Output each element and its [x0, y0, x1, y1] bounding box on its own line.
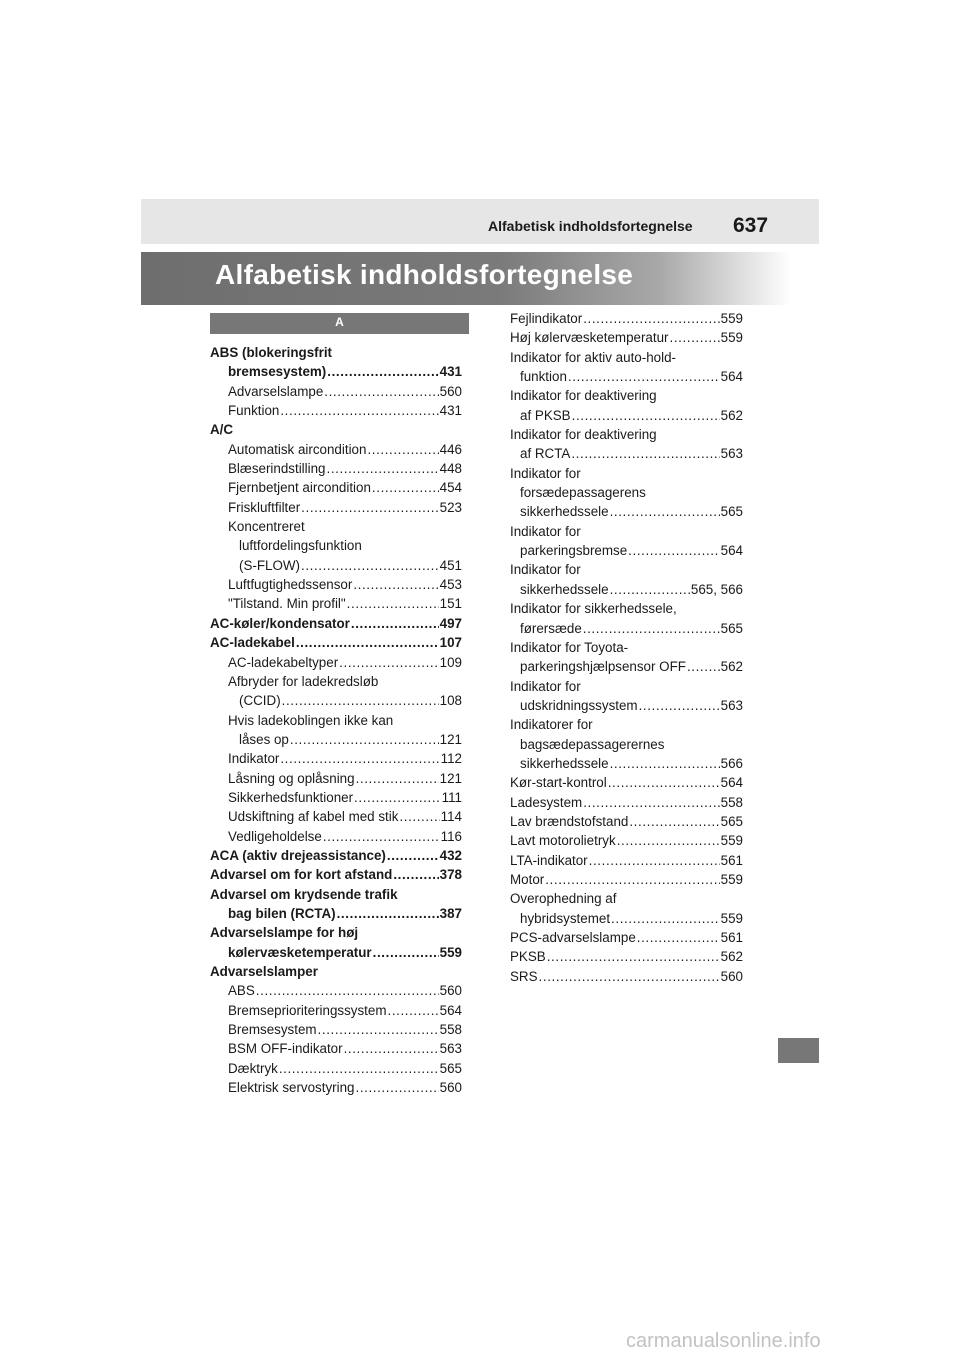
index-heading-line: Indikator for	[510, 465, 581, 481]
dot-leader	[687, 657, 720, 676]
dot-leader	[583, 793, 719, 812]
index-entry-page: 121	[439, 731, 462, 747]
index-entry-text: SRS	[510, 968, 538, 984]
index-entry-text: Høj kølervæsketemperatur	[510, 330, 669, 346]
index-entry-text: Bremsesystem	[228, 1022, 317, 1038]
index-entry-text: Luftfugtighedssensor	[228, 577, 353, 593]
index-entry	[210, 382, 462, 401]
index-heading-line: A/C	[210, 422, 234, 438]
index-entry-page: 559	[720, 311, 743, 326]
index-heading-line: Indikator for sikkerhedssele,	[510, 601, 677, 617]
index-entry-page: 107	[439, 635, 462, 651]
index-entry-page: 453	[439, 577, 462, 593]
dot-leader	[323, 827, 440, 846]
index-heading-line: Indikator for aktiv auto-hold-	[510, 349, 676, 365]
index-entry	[210, 981, 462, 1000]
index-entry-page: 121	[439, 770, 462, 786]
index-entry-page: 558	[720, 794, 743, 810]
dot-leader	[670, 328, 720, 347]
index-entry-page: 560	[439, 1080, 462, 1096]
index-entry-page: 565	[720, 504, 743, 520]
index-entry-page: 559	[720, 910, 743, 926]
index-heading-line: Indikator for	[510, 678, 581, 694]
dot-leader	[256, 981, 439, 1000]
index-entry-text: Fjernbetjent aircondition	[228, 480, 371, 496]
index-entry-text: bag bilen (RCTA)	[228, 905, 336, 921]
index-entry-page: 562	[720, 659, 743, 675]
index-entry-text: (CCID)	[239, 693, 281, 709]
index-entry-text: funktion	[520, 369, 567, 385]
index-entry-text: Indikator	[228, 751, 280, 767]
index-entry-text: Automatisk aircondition	[228, 441, 367, 457]
index-heading-line: forsædepassagerens	[520, 485, 646, 501]
index-heading-line: Overophedning af	[510, 891, 617, 907]
index-entry	[210, 827, 462, 846]
dot-leader	[367, 440, 438, 459]
index-entry	[510, 967, 743, 986]
index-entry-page: 562	[720, 407, 743, 423]
index-entry	[210, 807, 462, 826]
dot-leader	[639, 696, 720, 715]
index-entry-text: Advarselslampe	[228, 383, 324, 399]
index-entry	[210, 1059, 462, 1078]
index-entry-page: 448	[439, 461, 462, 477]
index-heading-line: luftfordelingsfunktion	[239, 538, 362, 554]
index-entry	[210, 1078, 462, 1097]
index-entry-text: Lavt motorolietryk	[510, 833, 616, 849]
index-entry-page: 563	[439, 1041, 462, 1057]
dot-leader	[583, 309, 719, 328]
index-entry-text: parkeringsbremse	[520, 543, 628, 559]
index-entry	[210, 594, 462, 613]
letter-section-label: A	[335, 315, 344, 329]
index-entry-text: BSM OFF-indikator	[228, 1041, 343, 1057]
dot-leader	[571, 444, 719, 463]
index-heading-line: Indikator for	[510, 523, 581, 539]
index-entry-page: 561	[720, 930, 743, 945]
dot-leader	[572, 406, 720, 425]
index-entry-page: 560	[439, 383, 462, 399]
index-entry-page: 565	[720, 813, 743, 829]
dot-leader	[280, 749, 439, 768]
index-entry-text: ACA (aktiv drejeassistance)	[210, 847, 386, 863]
index-entry-text: af PKSB	[520, 407, 571, 423]
index-entry-page: 562	[720, 949, 743, 965]
index-entry	[510, 367, 743, 386]
index-entry-text: kølervæsketemperatur	[228, 944, 372, 960]
header-band	[141, 199, 819, 244]
index-entry	[510, 870, 743, 889]
index-entry	[210, 614, 462, 633]
index-entry-page: 387	[439, 905, 462, 921]
index-entry-page: 523	[439, 499, 462, 515]
index-heading-line: Indikator for deaktivering	[510, 427, 657, 443]
dot-leader	[279, 1059, 439, 1078]
index-heading-line: Advarsel om krydsende trafik	[210, 886, 398, 902]
index-entry-page: 109	[439, 654, 462, 670]
dot-leader	[387, 846, 439, 865]
index-entry	[210, 401, 462, 420]
index-entry	[210, 478, 462, 497]
dot-leader	[608, 773, 720, 792]
dot-leader	[617, 831, 720, 850]
dot-leader	[356, 1078, 439, 1097]
index-entry-text: PCS-advarselslampe	[510, 930, 636, 945]
index-entry	[510, 928, 743, 947]
index-heading-line: Hvis ladekoblingen ikke kan	[228, 712, 394, 728]
dot-leader	[629, 812, 719, 831]
index-heading-line: bagsædepassagerernes	[520, 736, 665, 752]
dot-leader	[327, 362, 438, 381]
index-entry-text: bremsesystem)	[228, 364, 327, 380]
index-entry	[210, 1039, 462, 1058]
index-entry-text: sikkerhedssele	[520, 504, 609, 520]
index-entry	[210, 769, 462, 788]
index-entry-text: (S-FLOW)	[239, 557, 300, 573]
dot-leader	[373, 943, 439, 962]
index-entry-text: Udskiftning af kabel med stik	[228, 809, 399, 825]
dot-leader	[301, 556, 439, 575]
dot-leader	[628, 541, 719, 560]
index-heading-line: Advarselslamper	[210, 964, 318, 979]
index-entry-page: 564	[720, 543, 743, 559]
index-entry	[510, 947, 743, 966]
index-entry-text: sikkerhedssele	[520, 755, 609, 771]
index-entry	[210, 865, 462, 884]
index-entry-page: 112	[440, 751, 462, 767]
index-entry-page: 565	[720, 620, 743, 636]
index-entry-text: Friskluftfilter	[228, 499, 301, 515]
index-entry-text: AC-køler/kondensator	[210, 615, 350, 631]
index-entry-text: LTA-indikator	[510, 852, 588, 868]
dot-leader	[296, 633, 439, 652]
index-entry	[510, 502, 743, 521]
index-entry-text: Fejlindikator	[510, 311, 583, 326]
page-number: 637	[733, 214, 769, 237]
dot-leader	[327, 459, 439, 478]
index-entry	[210, 788, 462, 807]
dot-leader	[347, 594, 439, 613]
index-entry-text: Bremseprioriteringssystem	[228, 1002, 387, 1018]
index-entry-page: 564	[439, 1002, 462, 1018]
header-section-title: Alfabetisk indholdsfortegnelse	[488, 218, 693, 234]
index-entry-page: 431	[439, 403, 462, 419]
index-entry-page: 111	[441, 789, 462, 805]
index-entry	[510, 619, 743, 638]
index-entry	[510, 773, 743, 792]
index-entry-text: Sikkerhedsfunktioner	[228, 789, 354, 805]
index-entry-text: ABS	[228, 983, 255, 999]
index-entry	[210, 498, 462, 517]
dot-leader	[290, 730, 439, 749]
index-entry-text: Lav brændstofstand	[510, 813, 629, 829]
index-entry	[510, 696, 743, 715]
index-entry	[510, 851, 743, 870]
page-title: Alfabetisk indholdsfortegnelse	[215, 259, 634, 290]
index-entry-text: førersæde	[520, 620, 582, 636]
dot-leader	[610, 754, 720, 773]
index-entry-page: 564	[720, 369, 743, 385]
index-entry-page: 565, 566	[690, 581, 743, 597]
index-entry-page: 558	[439, 1022, 462, 1038]
dot-leader	[301, 498, 438, 517]
index-entry	[210, 1001, 462, 1020]
index-entry	[210, 691, 462, 710]
index-entry-text: af RCTA	[520, 446, 571, 462]
index-entry-page: 451	[439, 557, 462, 573]
index-entry-text: Blæserindstilling	[228, 461, 326, 477]
index-entry-page: 446	[439, 441, 462, 457]
index-column-right	[510, 309, 743, 986]
index-entry-page: 560	[720, 968, 743, 984]
index-heading-line: Indikator for deaktivering	[510, 388, 657, 404]
dot-leader	[399, 807, 439, 826]
index-entry	[510, 328, 743, 347]
index-entry-page: 565	[439, 1060, 462, 1076]
dot-leader	[610, 580, 690, 599]
index-entry	[510, 444, 743, 463]
thumb-index-tab	[778, 1038, 819, 1063]
index-entry-text: Motor	[510, 871, 545, 887]
index-entry	[510, 657, 743, 676]
index-entry	[210, 1020, 462, 1039]
index-heading-line: Afbryder for ladekredsløb	[228, 673, 379, 689]
dot-leader	[354, 788, 441, 807]
index-entry	[510, 793, 743, 812]
dot-leader	[344, 1039, 439, 1058]
index-heading-line: Koncentreret	[228, 519, 305, 535]
index-entry-page: 563	[720, 697, 743, 713]
dot-leader	[547, 947, 720, 966]
index-entry-text: AC-ladekabel	[210, 635, 295, 651]
index-entry-text: Kør-start-kontrol	[510, 775, 607, 791]
index-entry	[510, 831, 743, 850]
dot-leader	[351, 614, 439, 633]
dot-leader	[637, 928, 720, 947]
index-entry-page: 432	[439, 847, 462, 863]
index-entry-text: "Tilstand. Min profil"	[228, 596, 346, 612]
index-entry	[210, 846, 462, 865]
index-entry-text: Ladesystem	[510, 794, 583, 810]
index-entry	[510, 909, 743, 928]
dot-leader	[568, 367, 720, 386]
dot-leader	[583, 619, 720, 638]
dot-leader	[611, 909, 720, 928]
index-entry	[510, 541, 743, 560]
index-entry	[210, 556, 462, 575]
dot-leader	[388, 1001, 439, 1020]
index-entry	[210, 440, 462, 459]
index-entry-page: 431	[439, 364, 462, 380]
dot-leader	[339, 653, 438, 672]
index-entry	[510, 812, 743, 831]
index-entry-text: sikkerhedssele	[520, 581, 609, 597]
index-column-left	[210, 343, 462, 1097]
index-entry	[210, 904, 462, 923]
index-entry-page: 564	[720, 775, 743, 791]
index-entry-text: Advarsel om for kort afstand	[210, 867, 393, 883]
index-heading-line: Advarselslampe for høj	[210, 925, 359, 941]
index-entry-text: PKSB	[510, 949, 546, 965]
dot-leader	[280, 401, 438, 420]
index-entry-text: Vedligeholdelse	[228, 828, 322, 844]
index-entry	[210, 749, 462, 768]
index-entry	[210, 943, 462, 962]
index-entry	[210, 730, 462, 749]
index-entry	[510, 309, 743, 328]
index-entry-page: 378	[439, 867, 462, 883]
index-entry-page: 566	[720, 755, 743, 771]
dot-leader	[282, 691, 439, 710]
index-entry-text: Låsning og oplåsning	[228, 770, 355, 786]
index-heading-line: Indikatorer for	[510, 717, 593, 733]
index-entry	[510, 754, 743, 773]
dot-leader	[318, 1020, 439, 1039]
index-entry	[210, 633, 462, 652]
dot-leader	[324, 382, 438, 401]
index-entry-text: låses op	[239, 731, 289, 747]
index-entry-text: parkeringshjælpsensor OFF	[520, 659, 686, 675]
index-entry-text: Funktion	[228, 403, 280, 419]
index-entry-text: udskridningssystem	[520, 697, 638, 713]
dot-leader	[372, 478, 439, 497]
index-entry-text: AC-ladekabeltyper	[228, 654, 339, 670]
index-entry-page: 116	[440, 828, 462, 844]
dot-leader	[589, 851, 720, 870]
index-entry-page: 559	[720, 330, 743, 346]
index-entry-page: 559	[720, 833, 743, 849]
index-entry-text: Dæktryk	[228, 1060, 278, 1076]
dot-leader	[545, 870, 719, 889]
dot-leader	[539, 967, 720, 986]
index-entry-page: 497	[439, 615, 462, 631]
index-entry-page: 559	[720, 871, 743, 887]
letter-section-bar	[210, 313, 469, 334]
index-entry	[210, 362, 462, 381]
index-entry	[210, 459, 462, 478]
index-entry-page: 563	[720, 446, 743, 462]
index-entry-page: 561	[720, 852, 743, 868]
index-entry-page: 108	[439, 693, 462, 709]
index-entry	[210, 653, 462, 672]
dot-leader	[353, 575, 438, 594]
index-heading-line: Indikator for	[510, 562, 581, 578]
index-entry	[510, 406, 743, 425]
dot-leader	[393, 865, 438, 884]
index-entry-page: 559	[439, 944, 462, 960]
dot-leader	[356, 769, 439, 788]
index-entry-page: 114	[440, 809, 462, 825]
index-entry-page: 454	[439, 480, 462, 496]
index-entry	[510, 580, 743, 599]
dot-leader	[610, 502, 720, 521]
index-entry-page: 151	[439, 596, 462, 612]
watermark: carmanualsonline.info	[626, 1330, 821, 1352]
index-entry-text: hybridsystemet	[520, 910, 611, 926]
index-entry	[210, 575, 462, 594]
dot-leader	[337, 904, 439, 923]
index-entry-text: Elektrisk servostyring	[228, 1080, 355, 1096]
index-entry-page: 560	[439, 983, 462, 999]
index-heading-line: ABS (blokeringsfrit	[210, 345, 333, 360]
index-heading-line: Indikator for Toyota-	[510, 639, 629, 655]
